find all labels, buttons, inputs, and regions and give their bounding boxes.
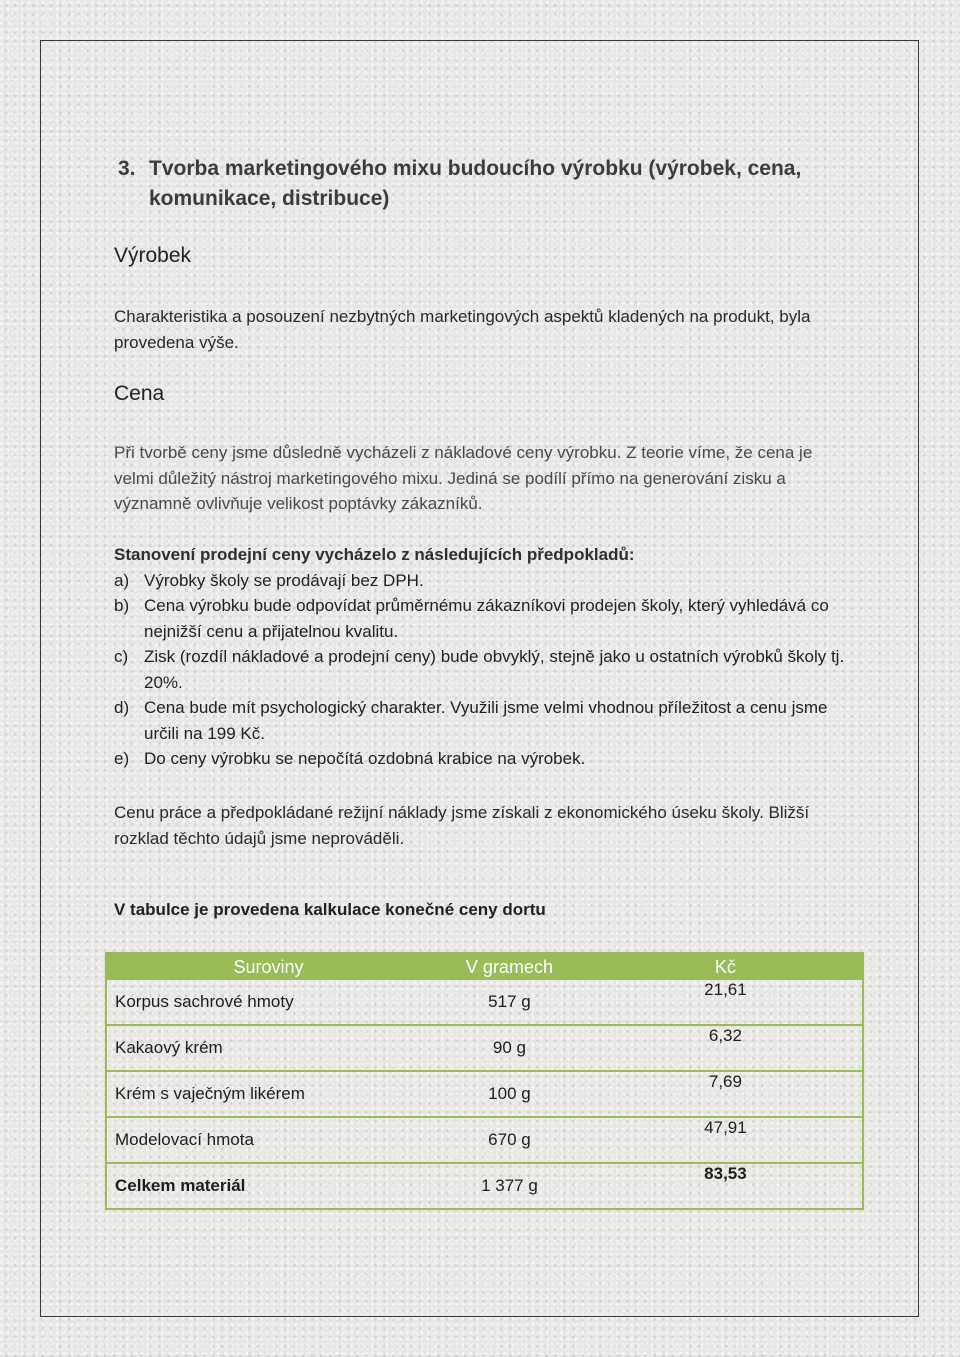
cell-total-label: Celkem materiál — [115, 1176, 246, 1195]
list-item — [114, 568, 854, 594]
cell-price: 7,69 — [589, 1071, 863, 1117]
heading-cena: Cena — [114, 382, 165, 405]
list-item — [114, 644, 854, 695]
list-item — [114, 746, 854, 772]
list-item-text: Cena bude mít psychologický charakter. Využili jsme velmi vhodnou příležitost a cenu jsme určili na 199 Kč. — [144, 698, 828, 743]
list-item-text: Zisk (rozdíl nákladové a prodejní ceny) bude obvyklý, stejně jako u ostatních výrobků školy tj. 20%. — [144, 647, 845, 692]
list-item-text: Do ceny výrobku se nepočítá ozdobná krabice na výrobek. — [144, 749, 586, 768]
table-caption: V tabulce je provedena kalkulace konečné ceny dortu — [114, 900, 546, 919]
cell-ingredient: Kakaový krém — [106, 1025, 430, 1071]
cell-ingredient: Modelovací hmota — [106, 1117, 430, 1163]
list-item-text: Cena výrobku bude odpovídat průměrnému zákazníkovi prodejen školy, který vyhledává co nejnižší cenu a přijatelnou kvalitu. — [144, 596, 829, 641]
paragraph-vyrobek: Charakteristika a posouzení nezbytných marketingových aspektů kladených na produkt, byla provedena výše. — [114, 307, 811, 352]
column-header-gramy: V gramech — [430, 953, 589, 980]
cell-ingredient: Korpus sachrové hmoty — [106, 980, 430, 1025]
cell-total-price: 83,53 — [704, 1164, 747, 1183]
paragraph-cena: Při tvorbě ceny jsme důsledně vycházeli z nákladové ceny výrobku. Z teorie víme, že cena je velmi důležitý nástroj marketingového mixu. Jediná se podílí přímo na generování zisku a významně ovlivňuje velikost poptávky zákazníků. — [114, 443, 813, 513]
table-row — [106, 1071, 863, 1117]
cell-grams: 90 g — [430, 1025, 589, 1071]
list-item-label: d) — [114, 698, 130, 717]
column-header-suroviny: Suroviny — [106, 953, 430, 980]
cell-grams: 670 g — [430, 1117, 589, 1163]
section-heading — [118, 154, 838, 214]
list-item-label: e) — [114, 749, 130, 768]
cell-ingredient: Krém s vaječným likérem — [106, 1071, 430, 1117]
list-item — [114, 695, 854, 746]
cell-grams: 100 g — [430, 1071, 589, 1117]
cell-total-grams: 1 377 g — [481, 1176, 538, 1195]
list-item-label: c) — [114, 647, 129, 666]
cell-price: 47,91 — [589, 1117, 863, 1163]
paragraph-closing: Cenu práce a předpokládané režijní náklady jsme získali z ekonomického úseku školy. Bližší rozklad těchto údajů jsme neprováděli. — [114, 803, 810, 848]
section-title: Tvorba marketingového mixu budoucího výrobku (výrobek, cena, komunikace, distribuce) — [149, 157, 802, 210]
table-total-row — [106, 1163, 863, 1209]
assumptions-list — [114, 542, 854, 772]
list-item-text: Výrobky školy se prodávají bez DPH. — [144, 570, 424, 590]
list-item — [114, 593, 854, 644]
cell-price: 21,61 — [589, 980, 863, 1025]
cell-price: 6,32 — [589, 1025, 863, 1071]
heading-vyrobek: Výrobek — [114, 244, 192, 267]
cell-grams: 517 g — [430, 980, 589, 1025]
calculation-table — [105, 952, 864, 1210]
table-header-row — [106, 953, 863, 980]
table-row — [106, 1117, 863, 1163]
table-row — [106, 1025, 863, 1071]
list-item-label: a) — [114, 570, 130, 590]
assumptions-title: Stanovení prodejní ceny vycházelo z následujících předpokladů: — [114, 545, 635, 564]
list-item-label: b) — [114, 596, 130, 615]
column-header-kc: Kč — [589, 953, 863, 980]
section-number: 3. — [118, 157, 136, 180]
table-row — [106, 980, 863, 1025]
